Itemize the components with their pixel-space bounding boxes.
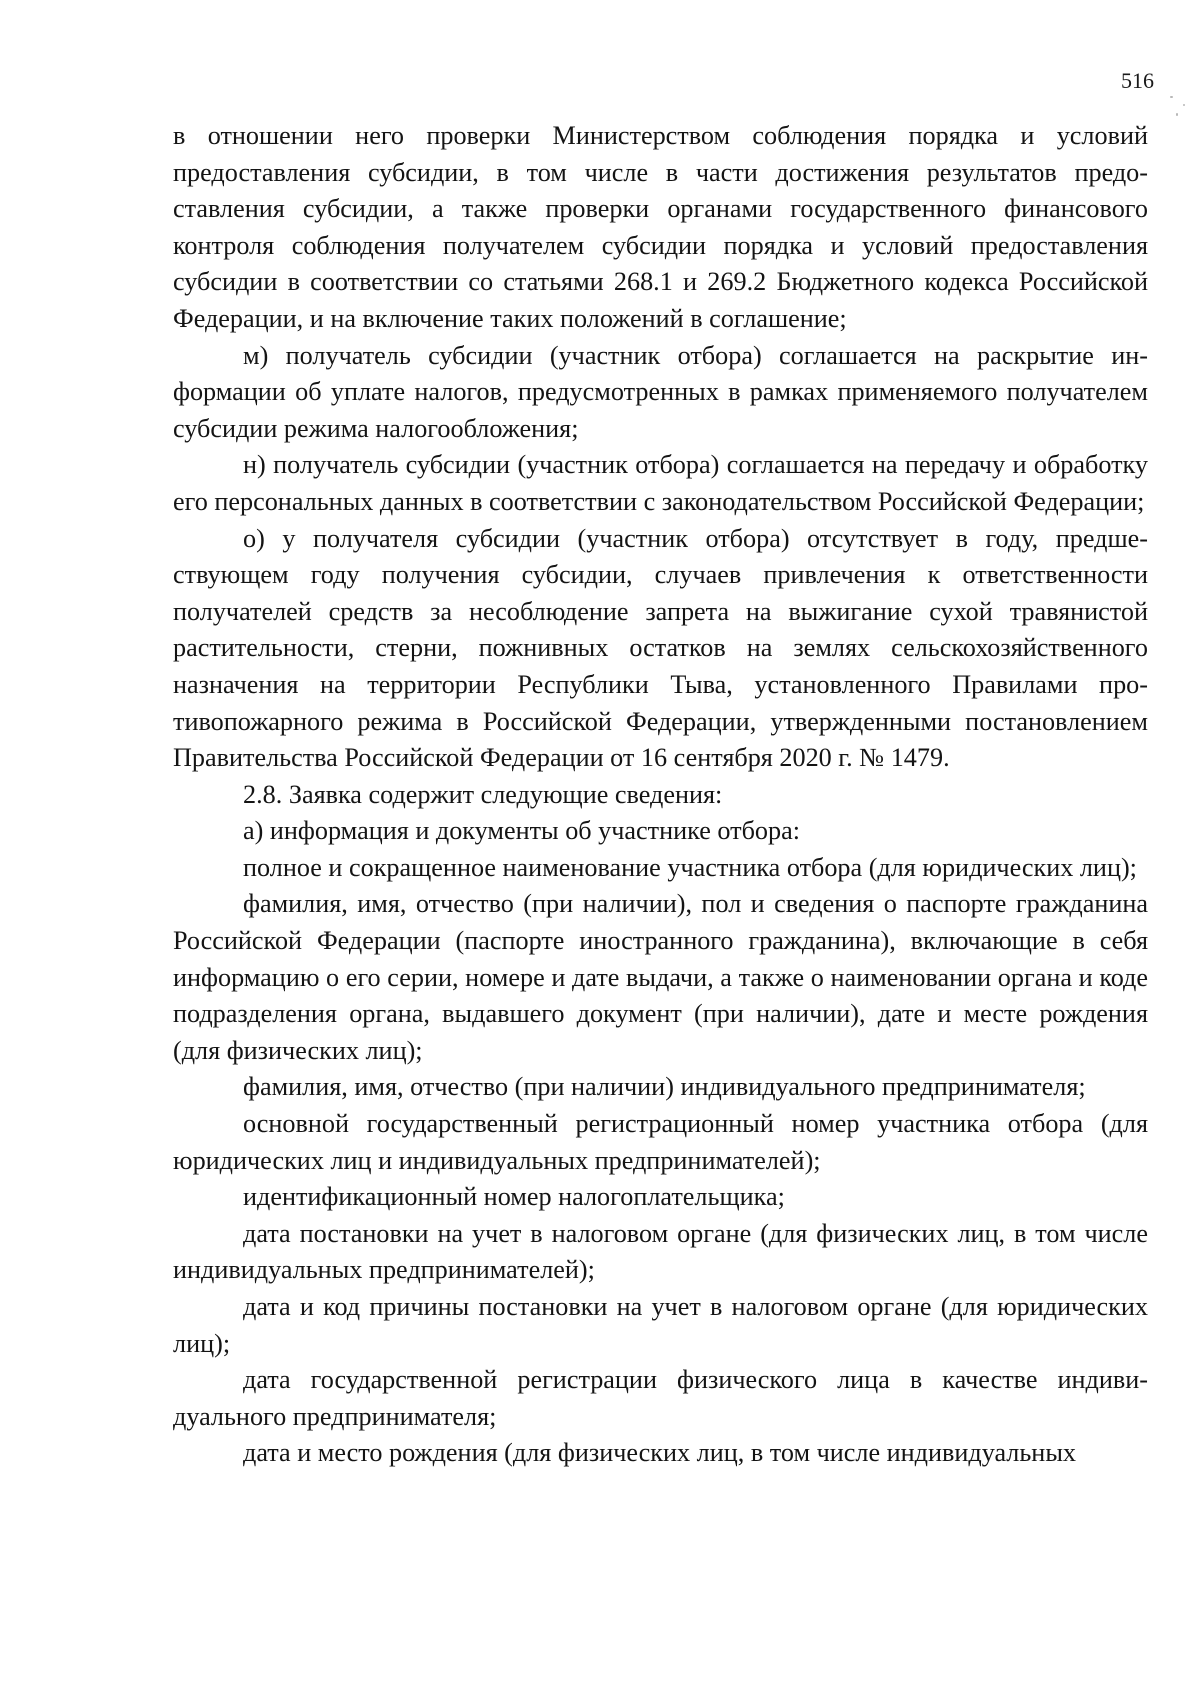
- paragraph-fio-passport: фамилия, имя, отчество (при наличии), пол и сведения о паспорте гражданина Российской Федерации (паспорте иностранного гражданина), включающие в себя информацию о его серии, номере и дате выдачи, а также о наименовании органа и коде подразделения органа, выдавшего документ (при наличии), дате и месте рождения (для физических лиц);: [173, 889, 1148, 1065]
- paragraph-item-a: а) информация и документы об участнике отбора:: [243, 816, 800, 846]
- scan-artifact: [1183, 104, 1185, 106]
- paragraph-fio-entrepreneur: фамилия, имя, отчество (при наличии) индивидуального предпринимателя;: [243, 1072, 1086, 1102]
- scan-artifact: [1176, 113, 1178, 116]
- paragraph-item-n: н) получатель субсидии (участник отбора) соглашается на передачу и обработку его персональных данных в соответствии с законодательством Российской Федерации;: [173, 450, 1148, 516]
- paragraph-item-o: о) у получателя субсидии (участник отбора) отсутствует в году, предшествующем году получения субсидии, случаев привлечения к ответственности получателей средств за несоблюдение запрета на выжигание сухой травянистой растительности, стерни, пожнивных остатков на землях сельскохозяйственного назначения на территории Республики Тыва, установленного Правилами противопожарного режима в Российской Федерации, утвержденными постановлением Правительства Российской Федерации от 16 сентября 2020 г. № 1479.: [173, 523, 1148, 773]
- paragraph-continuation: в отношении него проверки Министерством соблюдения порядка и условий предоставления субсидии, в том числе в части достижения результатов предоставления субсидии, а также проверки органами государственного финансового контроля соблюдения получателем субсидии порядка и условий предоставления субсидии в соответствии со статьями 268.1 и 269.2 Бюджетного кодекса Российской Федерации, и на включение таких положений в соглашение;: [173, 121, 1148, 333]
- paragraph-state-registration-date: дата государственной регистрации физического лица в качестве индивидуального предпринимателя;: [173, 1365, 1148, 1431]
- paragraph-full-name: полное и сокращенное наименование участника отбора (для юридических лиц);: [243, 852, 1137, 882]
- scan-artifact: [1170, 96, 1173, 98]
- paragraph-item-m: м) получатель субсидии (участник отбора) соглашается на раскрытие информации об уплате налогов, предусмотренных в рамках применяемого получателем субсидии режима налогообложения;: [173, 340, 1148, 443]
- page-number: 516: [1121, 68, 1154, 93]
- document-body: [173, 118, 1148, 1472]
- paragraph-kpp: дата и код причины постановки на учет в налоговом органе (для юридических лиц);: [173, 1292, 1148, 1358]
- paragraph-tax-registration-date: дата постановки на учет в налоговом органе (для физических лиц, в том числе индивидуальных предпринимателей);: [173, 1218, 1148, 1285]
- paragraph-inn: идентификационный номер налогоплательщика;: [243, 1182, 785, 1212]
- paragraph-birth-date-place: дата и место рождения (для физических лиц, в том числе индивидуальных: [243, 1438, 1077, 1468]
- paragraph-section-2-8: 2.8. Заявка содержит следующие сведения:: [243, 779, 723, 809]
- paragraph-ogrn: основной государственный регистрационный номер участника отбора (для юридических лиц и индивидуальных предпринимателей);: [173, 1109, 1148, 1175]
